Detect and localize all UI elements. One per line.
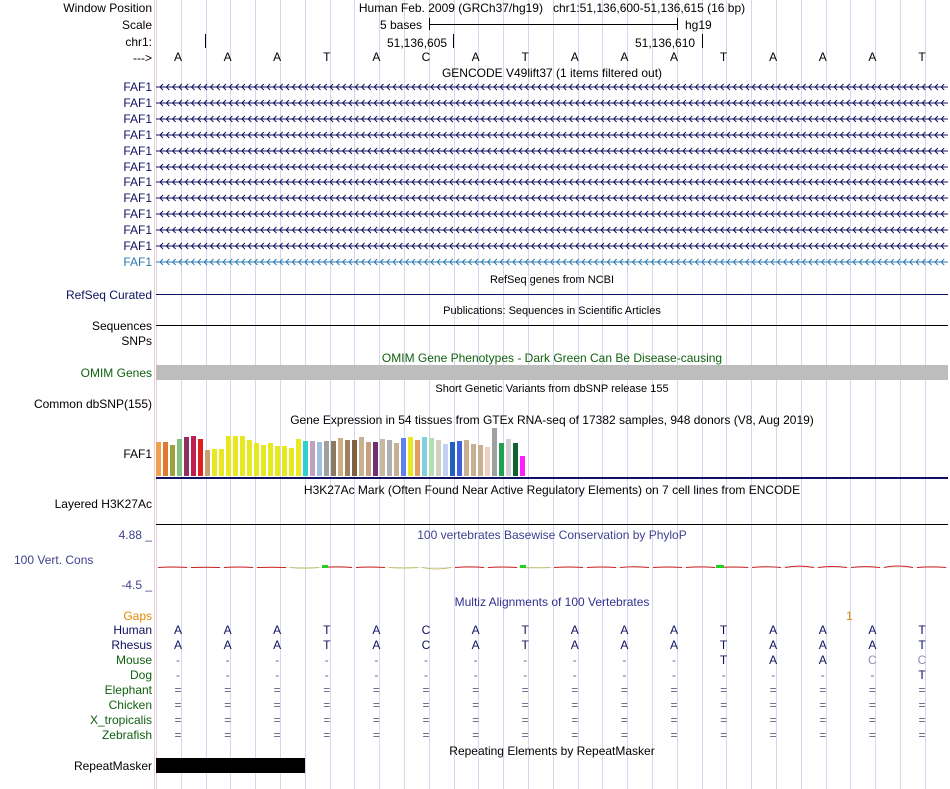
gtex-tissue-bar[interactable] (520, 456, 525, 476)
gtex-tissue-bar[interactable] (345, 440, 350, 476)
multiz-base: - (523, 653, 528, 667)
dna-base: A (223, 50, 232, 64)
multiz-base: = (769, 683, 777, 697)
multiz-base: = (521, 683, 529, 697)
omim-track-title[interactable]: OMIM Gene Phenotypes - Dark Green Can Be Disease-causing (381, 351, 723, 365)
multiz-base: = (224, 683, 232, 697)
multiz-species-label[interactable]: Elephant (104, 683, 152, 697)
phylop-conserved-mark (322, 565, 328, 568)
gtex-tissue-bar[interactable] (191, 436, 196, 476)
multiz-base: - (374, 668, 379, 682)
gencode-track-title[interactable]: GENCODE V49lift37 (1 items filtered out) (441, 66, 663, 80)
gtex-tissue-bar[interactable] (317, 442, 322, 476)
multiz-base: = (323, 698, 331, 712)
multiz-base: T (521, 638, 529, 652)
gtex-tissue-bar[interactable] (401, 438, 406, 476)
multiz-base: = (273, 713, 281, 727)
gencode-transcript[interactable] (156, 130, 948, 140)
dna-base: A (620, 50, 629, 64)
multiz-base: = (521, 728, 529, 742)
multiz-base: A (372, 623, 381, 637)
multiz-base: - (275, 653, 280, 667)
omim-feature-bar[interactable] (156, 365, 948, 380)
multiz-base: - (225, 653, 230, 667)
multiz-species-label[interactable]: Mouse (115, 653, 152, 667)
multiz-base: A (620, 638, 629, 652)
dna-base: C (421, 50, 431, 64)
multiz-base: = (819, 728, 827, 742)
multiz-base: = (918, 728, 926, 742)
window-position-label: Window Position (63, 1, 152, 15)
gtex-tissue-bar[interactable] (254, 443, 259, 476)
h3k27ac-track-title[interactable]: H3K27Ac Mark (Often Found Near Active Regulatory Elements) on 7 cell lines from ENCODE (303, 483, 801, 497)
multiz-base: = (472, 698, 480, 712)
gtex-tissue-bar[interactable] (464, 440, 469, 476)
multiz-base: - (324, 653, 329, 667)
multiz-base: = (273, 698, 281, 712)
multiz-base: = (868, 713, 876, 727)
multiz-base: = (323, 728, 331, 742)
gtex-tissue-bar[interactable] (219, 449, 224, 476)
ruler-tick (702, 34, 703, 48)
multiz-base: = (422, 683, 430, 697)
dna-base: T (521, 50, 529, 64)
dna-base: T (323, 50, 331, 64)
dna-base: A (868, 50, 877, 64)
multiz-base: T (719, 638, 728, 652)
dbsnp-track-label[interactable]: Common dbSNP(155) (33, 397, 152, 411)
multiz-base: = (224, 698, 232, 712)
phylop-min-label: -4.5 _ (121, 578, 152, 592)
multiz-species-label[interactable]: Human (113, 623, 152, 637)
multiz-base: A (769, 638, 778, 652)
multiz-base: A (769, 623, 778, 637)
multiz-base: = (521, 713, 529, 727)
gtex-tissue-bar[interactable] (359, 437, 364, 476)
dna-base: A (273, 50, 282, 64)
h3k27ac-baseline (156, 524, 948, 525)
multiz-base: - (622, 668, 627, 682)
gencode-transcript[interactable] (156, 114, 948, 124)
gtex-tissue-bar[interactable] (352, 440, 357, 476)
dna-base: A (769, 50, 778, 64)
multiz-base: C (421, 638, 431, 652)
multiz-base: = (720, 728, 728, 742)
multiz-species-label[interactable]: X_tropicalis (89, 713, 152, 727)
multiz-base: A (223, 638, 232, 652)
repeatmasker-track-title[interactable]: Repeating Elements by RepeatMasker (449, 744, 655, 758)
gtex-tissue-bar[interactable] (492, 428, 497, 476)
multiz-base: - (672, 668, 676, 682)
gencode-transcript[interactable] (156, 241, 948, 251)
publications-track-title[interactable]: Publications: Sequences in Scientific Articles (443, 305, 661, 317)
gtex-tissue-bar[interactable] (387, 440, 392, 476)
multiz-base: - (473, 653, 478, 667)
gtex-tissue-bar[interactable] (450, 442, 455, 476)
multiz-base: T (918, 638, 926, 652)
gencode-gene-label[interactable]: FAF1 (123, 144, 152, 158)
multiz-base: T (719, 623, 728, 637)
multiz-base: = (422, 698, 430, 712)
gtex-track-title[interactable]: Gene Expression in 54 tissues from GTEx RNA-seq of 17382 samples, 948 donors (V8, Aug 2019) (290, 413, 814, 427)
multiz-base: = (224, 728, 232, 742)
multiz-base: T (323, 623, 331, 637)
multiz-base: = (819, 683, 827, 697)
gtex-tissue-bar[interactable] (422, 437, 427, 476)
gencode-gene-label[interactable]: FAF1 (123, 191, 152, 205)
multiz-base: = (472, 728, 480, 742)
multiz-base: C (917, 653, 927, 667)
gtex-tissue-bar[interactable] (499, 443, 504, 476)
multiz-base: = (521, 698, 529, 712)
ruler-tick (205, 34, 206, 48)
multiz-base: - (324, 668, 329, 682)
track-divider (154, 0, 155, 789)
multiz-track-title[interactable]: Multiz Alignments of 100 Vertebrates (454, 595, 650, 609)
phylop-track-title[interactable]: 100 vertebrates Basewise Conservation by PhyloP (417, 528, 687, 542)
dna-base: T (918, 50, 926, 64)
multiz-gaps-label: Gaps (123, 609, 152, 623)
assembly-position-title (359, 1, 745, 15)
gencode-transcript[interactable] (156, 225, 948, 235)
multiz-base: = (868, 728, 876, 742)
gtex-tissue-bar[interactable] (163, 442, 168, 476)
multiz-base: = (670, 698, 678, 712)
multiz-base: = (372, 728, 380, 742)
gtex-tissue-bar[interactable] (233, 436, 238, 476)
multiz-base: T (521, 623, 529, 637)
gencode-gene-label[interactable]: FAF1 (123, 96, 152, 110)
multiz-base: = (868, 683, 876, 697)
strand-label: ---> (133, 51, 152, 65)
multiz-base: A (273, 623, 282, 637)
multiz-base: = (422, 728, 430, 742)
gencode-gene-label[interactable]: FAF1 (123, 112, 152, 126)
gtex-tissue-bar[interactable] (485, 447, 490, 476)
gtex-tissue-bar[interactable] (380, 439, 385, 476)
gtex-tissue-bar[interactable] (226, 436, 231, 476)
multiz-base: = (571, 713, 579, 727)
chrom-label: chr1: (125, 35, 152, 49)
multiz-base: = (472, 713, 480, 727)
multiz-base: - (622, 653, 627, 667)
gtex-tissue-bar[interactable] (261, 445, 266, 476)
multiz-base: A (570, 623, 579, 637)
gtex-tissue-bar[interactable] (205, 450, 210, 476)
gencode-gene-label[interactable]: FAF1 (123, 175, 152, 189)
gtex-tissue-bar[interactable] (240, 436, 245, 476)
multiz-base: = (620, 698, 628, 712)
gtex-gene-label[interactable]: FAF1 (123, 447, 152, 461)
gtex-tissue-bar[interactable] (506, 439, 511, 476)
gtex-tissue-bar[interactable] (429, 438, 434, 476)
multiz-base: = (372, 698, 380, 712)
gencode-gene-label[interactable]: FAF1 (123, 239, 152, 253)
multiz-base: = (670, 713, 678, 727)
multiz-base: = (819, 713, 827, 727)
gtex-tissue-bar[interactable] (394, 443, 399, 476)
multiz-base: C (421, 623, 431, 637)
multiz-base: = (918, 683, 926, 697)
multiz-base: - (275, 668, 280, 682)
gtex-tissue-bar[interactable] (296, 439, 301, 476)
multiz-base: = (620, 713, 628, 727)
multiz-base: - (523, 668, 528, 682)
gtex-tissue-bar[interactable] (198, 439, 203, 476)
gencode-gene-label[interactable]: FAF1 (123, 160, 152, 174)
gtex-tissue-bar[interactable] (408, 437, 413, 476)
gtex-gene-line (156, 477, 948, 479)
multiz-species-label[interactable]: Zebrafish (101, 728, 152, 742)
multiz-base: = (868, 698, 876, 712)
multiz-base: = (224, 713, 232, 727)
multiz-species-label[interactable]: Chicken (108, 698, 152, 712)
gtex-tissue-bar[interactable] (471, 444, 476, 476)
multiz-base: = (918, 698, 926, 712)
multiz-base: A (173, 638, 182, 652)
gtex-tissue-bar[interactable] (282, 446, 287, 476)
multiz-base: - (424, 668, 428, 682)
position-range: chr1:51,136,600-51,136,615 (16 bp) (552, 1, 746, 15)
multiz-base: = (174, 683, 182, 697)
gtex-tissue-bar[interactable] (513, 443, 518, 476)
dna-base: A (173, 50, 182, 64)
dna-base: A (818, 50, 827, 64)
multiz-base: - (771, 668, 776, 682)
multiz-base: A (669, 623, 678, 637)
multiz-base: = (323, 683, 331, 697)
scale-label: Scale (121, 18, 152, 32)
gtex-tissue-bar[interactable] (415, 440, 420, 476)
multiz-base: = (720, 698, 728, 712)
gtex-tissue-bar[interactable] (289, 448, 294, 476)
gtex-tissue-bar[interactable] (331, 441, 336, 476)
multiz-base: T (918, 623, 926, 637)
multiz-base: - (672, 653, 676, 667)
multiz-base: - (176, 653, 180, 667)
multiz-base: - (424, 653, 428, 667)
gtex-expression-chart[interactable] (156, 428, 536, 476)
multiz-base: A (818, 623, 827, 637)
multiz-base: - (374, 653, 379, 667)
refseq-track-label[interactable]: RefSeq Curated (65, 288, 152, 302)
gtex-tissue-bar[interactable] (212, 449, 217, 476)
gencode-transcript[interactable] (156, 98, 948, 108)
multiz-base: - (820, 668, 825, 682)
gtex-tissue-bar[interactable] (268, 443, 273, 476)
multiz-base: = (372, 713, 380, 727)
h3k27ac-track-label[interactable]: Layered H3K27Ac (54, 497, 152, 511)
gtex-tissue-bar[interactable] (373, 442, 378, 476)
multiz-base: = (720, 713, 728, 727)
gtex-tissue-bar[interactable] (478, 445, 483, 476)
gencode-transcript[interactable] (156, 177, 948, 187)
multiz-base: = (323, 713, 331, 727)
multiz-base: A (769, 653, 778, 667)
publications-snps-label[interactable]: SNPs (121, 334, 152, 348)
multiz-base: = (918, 713, 926, 727)
phylop-conservation-plot[interactable] (156, 558, 948, 578)
multiz-base: = (273, 728, 281, 742)
multiz-base: - (225, 668, 230, 682)
phylop-max-label: 4.88 _ (118, 528, 152, 542)
ruler-tick (453, 34, 454, 48)
gencode-transcript[interactable] (156, 257, 948, 267)
dna-base: T (719, 50, 728, 64)
gencode-gene-label[interactable]: FAF1 (123, 128, 152, 142)
multiz-base: = (670, 683, 678, 697)
phylop-conserved-mark (520, 565, 526, 568)
refseq-feature-line[interactable] (156, 294, 948, 295)
gtex-tissue-bar[interactable] (310, 441, 315, 476)
gtex-tissue-bar[interactable] (443, 444, 448, 476)
dna-base: A (372, 50, 381, 64)
phylop-conserved-mark (718, 565, 724, 568)
gencode-gene-label[interactable]: FAF1 (123, 223, 152, 237)
gencode-transcript[interactable] (156, 146, 948, 156)
multiz-base: A (372, 638, 381, 652)
multiz-species-label[interactable]: Dog (129, 668, 152, 682)
multiz-base: - (572, 653, 577, 667)
multiz-base: = (174, 698, 182, 712)
multiz-base: = (620, 728, 628, 742)
multiz-base: = (769, 728, 777, 742)
scale-text: 5 bases (380, 18, 423, 32)
multiz-base: C (868, 653, 877, 667)
multiz-base: A (669, 638, 678, 652)
multiz-base: = (571, 698, 579, 712)
multiz-base: T (719, 653, 728, 667)
multiz-base: = (769, 698, 777, 712)
repeatmasker-feature[interactable] (156, 758, 305, 773)
gtex-tissue-bar[interactable] (303, 441, 308, 476)
multiz-base: = (670, 728, 678, 742)
refseq-track-title[interactable]: RefSeq genes from NCBI (489, 274, 615, 286)
gencode-transcript[interactable] (156, 209, 948, 219)
gencode-transcript[interactable] (156, 162, 948, 172)
gtex-tissue-bar[interactable] (184, 437, 189, 476)
multiz-base: - (176, 668, 180, 682)
multiz-base: A (273, 638, 282, 652)
multiz-base: = (472, 683, 480, 697)
multiz-base: - (572, 668, 577, 682)
gtex-tissue-bar[interactable] (177, 439, 182, 476)
gtex-tissue-bar[interactable] (457, 441, 462, 476)
assembly-name: Human Feb. 2009 (GRCh37/hg19) (358, 1, 543, 15)
multiz-base: A (223, 623, 232, 637)
multiz-base: A (471, 638, 480, 652)
gtex-tissue-bar[interactable] (436, 440, 441, 476)
multiz-base: = (273, 683, 281, 697)
phylop-track-label[interactable]: 100 Vert. Cons (14, 553, 94, 567)
gtex-tissue-bar[interactable] (247, 440, 252, 476)
ruler-tick-label-2: 51,136,610 (635, 36, 696, 50)
dna-base: A (471, 50, 480, 64)
ruler-tick-label-1: 51,136,605 (387, 36, 448, 50)
multiz-base: = (174, 728, 182, 742)
gencode-transcript[interactable] (156, 82, 948, 92)
multiz-base: = (819, 698, 827, 712)
dna-base: A (570, 50, 579, 64)
gencode-gene-label[interactable]: FAF1 (123, 207, 152, 221)
multiz-base: = (174, 713, 182, 727)
multiz-base: = (571, 728, 579, 742)
gtex-tissue-bar[interactable] (324, 441, 329, 476)
multiz-base: A (818, 653, 827, 667)
publications-sequences-label[interactable]: Sequences (91, 319, 152, 333)
scale-db: hg19 (685, 18, 712, 32)
multiz-base: T (323, 638, 331, 652)
gencode-gene-label[interactable]: FAF1 (123, 80, 152, 94)
gencode-gene-label[interactable]: FAF1 (123, 255, 152, 269)
multiz-base: - (721, 668, 726, 682)
dna-base: A (669, 50, 678, 64)
gtex-tissue-bar[interactable] (156, 442, 161, 476)
multiz-base: = (620, 683, 628, 697)
multiz-base: T (918, 668, 926, 682)
multiz-base: A (570, 638, 579, 652)
multiz-base: = (720, 683, 728, 697)
multiz-base: A (173, 623, 182, 637)
publications-feature-line[interactable] (156, 325, 948, 326)
multiz-base: A (818, 638, 827, 652)
multiz-base: A (868, 623, 877, 637)
gtex-tissue-bar[interactable] (170, 445, 175, 476)
multiz-gap-marker: 1 (846, 609, 853, 623)
multiz-base: A (620, 623, 629, 637)
multiz-base: = (769, 713, 777, 727)
dbsnp-track-title[interactable]: Short Genetic Variants from dbSNP release 155 (435, 383, 669, 395)
omim-track-label[interactable]: OMIM Genes (80, 366, 152, 380)
scale-bar-right (677, 18, 678, 30)
gtex-tissue-bar[interactable] (366, 442, 371, 476)
gencode-transcript[interactable] (156, 193, 948, 203)
multiz-base: = (372, 683, 380, 697)
scale-bar (429, 24, 678, 25)
multiz-base: = (422, 713, 430, 727)
gtex-tissue-bar[interactable] (275, 446, 280, 476)
gtex-tissue-bar[interactable] (338, 438, 343, 476)
repeatmasker-track-label[interactable]: RepeatMasker (73, 759, 152, 773)
multiz-base: A (868, 638, 877, 652)
multiz-base: = (571, 683, 579, 697)
multiz-base: - (473, 668, 478, 682)
multiz-base: - (870, 668, 875, 682)
multiz-species-label[interactable]: Rhesus (111, 638, 152, 652)
multiz-base: A (471, 623, 480, 637)
